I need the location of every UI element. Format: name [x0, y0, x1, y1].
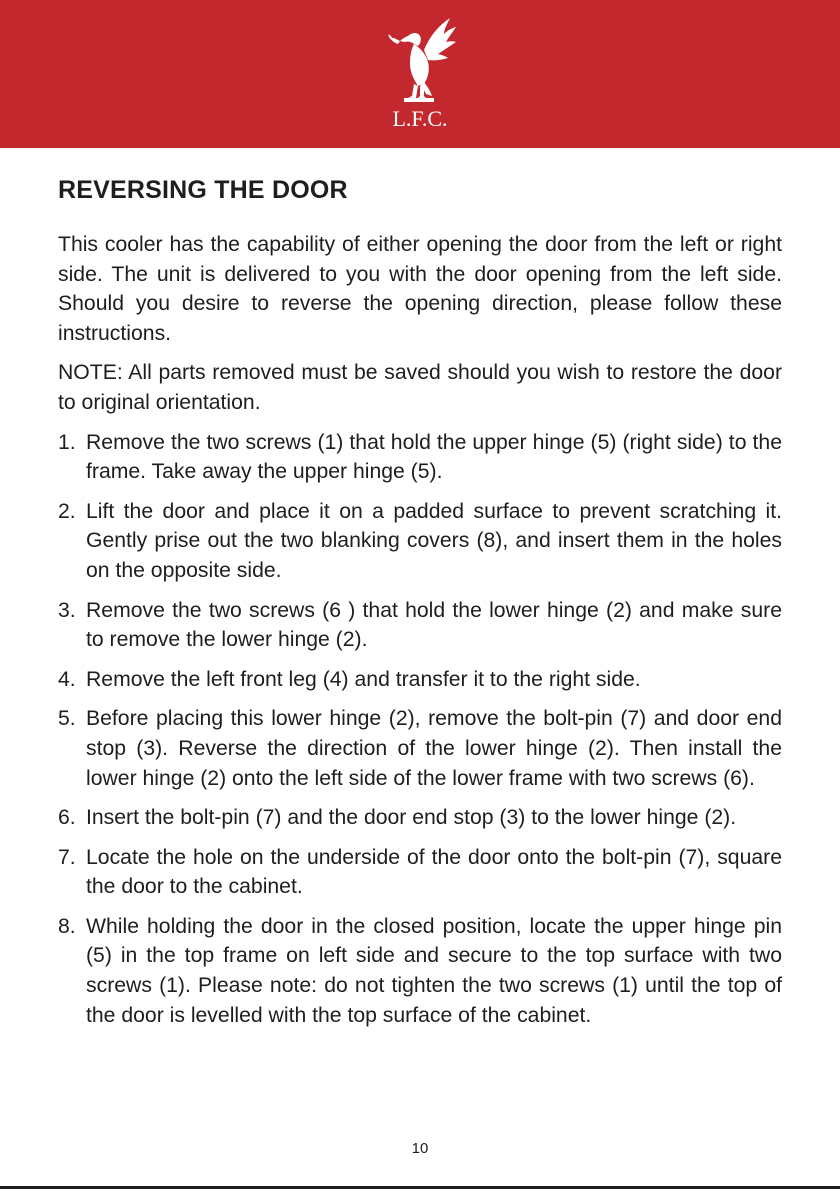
step-number: 6. [58, 806, 76, 830]
step-text: While holding the door in the closed position, locate the upper hinge pin (5) in the top frame on left side and secure to the top surface with two screws (1). Please note: do not tighten the two screws (1) until the top of the door is levelled with the top surface of the cabinet. [86, 914, 782, 1027]
list-item [58, 843, 782, 902]
step-number: 8. [58, 914, 76, 938]
step-number: 1. [58, 430, 76, 454]
list-item [58, 704, 782, 793]
page-title: REVERSING THE DOOR [58, 176, 348, 204]
note-paragraph: NOTE: All parts removed must be saved should you wish to restore the door to original orientation. [58, 361, 782, 414]
step-number: 5. [58, 707, 76, 731]
list-item [58, 596, 782, 655]
step-number: 3. [58, 598, 76, 622]
list-item [58, 803, 782, 833]
list-item [58, 497, 782, 586]
list-item [58, 912, 782, 1030]
bottom-rule [0, 1186, 840, 1189]
logo-text: L.F.C. [392, 106, 448, 131]
step-text: Before placing this lower hinge (2), remove the bolt-pin (7) and door end stop (3). Reverse the direction of the lower hinge (2). Then install the lower hinge (2) onto the left side of the lower frame with two screws (6). [86, 707, 782, 790]
step-number: 2. [58, 499, 76, 523]
step-number: 7. [58, 845, 76, 869]
step-number: 4. [58, 667, 76, 691]
list-item [58, 428, 782, 487]
steps-list [58, 428, 782, 1031]
list-item [58, 665, 782, 695]
instructions-content [58, 230, 782, 1040]
page-number: 10 [411, 1140, 429, 1157]
step-text: Remove the two screws (1) that hold the upper hinge (5) (right side) to the frame. Take away the upper hinge (5). [86, 430, 782, 484]
intro-paragraph: This cooler has the capability of either opening the door from the left or right side. The unit is delivered to you with the door opening from the left side. Should you desire to reverse the opening direction, please follow these instructions. [58, 233, 782, 345]
step-text: Insert the bolt-pin (7) and the door end stop (3) to the lower hinge (2). [86, 806, 737, 830]
lfc-logo [378, 14, 462, 138]
step-text: Remove the left front leg (4) and transfer it to the right side. [86, 667, 641, 691]
step-text: Locate the hole on the underside of the door onto the bolt-pin (7), square the door to the cabinet. [86, 845, 782, 899]
step-text: Remove the two screws (6 ) that hold the lower hinge (2) and make sure to remove the lower hinge (2). [86, 598, 782, 652]
liver-bird-icon [378, 14, 462, 106]
header-band [0, 0, 840, 148]
step-text: Lift the door and place it on a padded surface to prevent scratching it. Gently prise out the two blanking covers (8), and insert them in the holes on the opposite side. [86, 499, 782, 582]
